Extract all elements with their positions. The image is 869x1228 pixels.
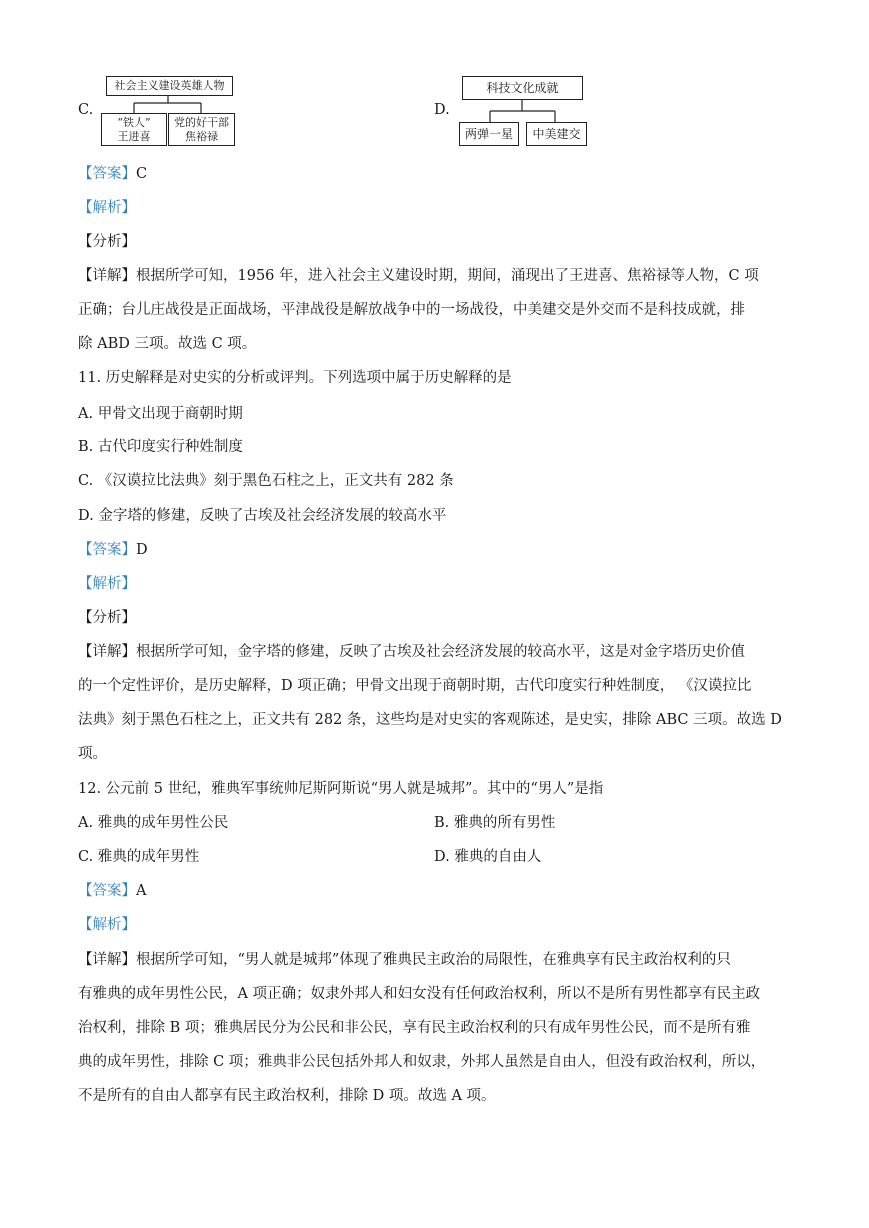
diagram-d-right-box: 中美建交 bbox=[526, 122, 587, 146]
q12-detail-line-1 bbox=[78, 950, 731, 970]
q10-detail-tag: 【详解】 bbox=[78, 268, 136, 284]
q12-jiexi-tag: 【解析】 bbox=[78, 917, 136, 933]
q10-answer-tag: 【答案】 bbox=[78, 166, 136, 182]
q10-answer bbox=[78, 164, 147, 184]
diagram-d-top-box: 科技文化成就 bbox=[462, 76, 583, 100]
q11-option-c: C. 《汉谟拉比法典》刻于黑色石柱之上，正文共有 282 条 bbox=[78, 473, 454, 489]
diagram-c-left-line2: 王进喜 bbox=[117, 129, 151, 143]
q12-option-d: D. 雅典的自由人 bbox=[434, 849, 542, 865]
q11-detail-tag: 【详解】 bbox=[78, 644, 136, 660]
q12-answer-tag: 【答案】 bbox=[78, 883, 136, 899]
q11-answer-tag: 【答案】 bbox=[78, 542, 136, 558]
q12-detail-tag: 【详解】 bbox=[78, 952, 136, 968]
q11-detail-line-2: 的一个定性评价，是历史解释，D 项正确；甲骨文出现于商朝时期，古代印度实行种姓制度， 《汉谟拉比 bbox=[78, 678, 752, 694]
q10-jiexi-tag: 【解析】 bbox=[78, 200, 136, 216]
q11-fenxi-tag: 【分析】 bbox=[78, 610, 136, 626]
option-d-label: D. bbox=[434, 102, 450, 118]
diagram-c-left-line1: “铁人” bbox=[117, 115, 151, 129]
q10-fenxi-tag: 【分析】 bbox=[78, 234, 136, 250]
q12-stem: 12. 公元前 5 世纪，雅典军事统帅尼斯阿斯说“男人就是城邦”。其中的“男人”是指 bbox=[78, 781, 604, 797]
q11-detail-line-3: 法典》刻于黑色石柱之上，正文共有 282 条，这些均是对史实的客观陈述，是史实，排除 ABC 三项。故选 D bbox=[78, 712, 782, 728]
q12-answer bbox=[78, 881, 146, 901]
diagram-c-right-line2: 焦裕禄 bbox=[185, 129, 218, 143]
q10-detail-line-1 bbox=[78, 266, 759, 286]
q11-answer-value: D bbox=[136, 542, 148, 558]
q12-option-b: B. 雅典的所有男性 bbox=[434, 815, 556, 831]
q12-option-a: A. 雅典的成年男性公民 bbox=[78, 815, 229, 831]
q10-detail-text-1: 根据所学可知，1956 年，进入社会主义建设时期，期间，涌现出了王进喜、焦裕禄等人物，C 项 bbox=[136, 268, 759, 284]
q11-option-d: D. 金字塔的修建，反映了古埃及社会经济发展的较高水平 bbox=[78, 508, 447, 524]
diagram-c-right-line1: 党的好干部 bbox=[174, 115, 229, 129]
q12-detail-line-5: 不是所有的自由人都享有民主政治权利，排除 D 项。故选 A 项。 bbox=[78, 1088, 496, 1104]
diagram-c-left-box bbox=[101, 113, 167, 146]
diagram-c-top-box: 社会主义建设英雄人物 bbox=[106, 76, 233, 96]
q11-stem: 11. 历史解释是对史实的分析或评判。下列选项中属于历史解释的是 bbox=[78, 370, 512, 386]
q12-detail-line-4: 典的成年男性，排除 C 项；雅典非公民包括外邦人和奴隶，外邦人虽然是自由人，但没有政治权利，所以， bbox=[78, 1054, 766, 1070]
diagram-c-right-box bbox=[168, 113, 235, 146]
option-c-label: C. bbox=[78, 102, 94, 118]
q10-detail-line-3: 除 ABD 三项。故选 C 项。 bbox=[78, 336, 257, 352]
q11-detail-text-1: 根据所学可知，金字塔的修建，反映了古埃及社会经济发展的较高水平，这是对金字塔历史价值 bbox=[136, 644, 745, 660]
q11-answer bbox=[78, 540, 148, 560]
q12-answer-value: A bbox=[136, 883, 147, 899]
q12-detail-line-2: 有雅典的成年男性公民，A 项正确；奴隶外邦人和妇女没有任何政治权利，所以不是所有男性都享有民主政 bbox=[78, 986, 761, 1002]
q11-detail-line-4: 项。 bbox=[78, 746, 107, 762]
q11-jiexi-tag: 【解析】 bbox=[78, 576, 136, 592]
q11-option-b: B. 古代印度实行种姓制度 bbox=[78, 439, 243, 455]
q12-option-c: C. 雅典的成年男性 bbox=[78, 849, 200, 865]
q10-answer-value: C bbox=[136, 166, 148, 182]
q12-detail-text-1: 根据所学可知，“男人就是城邦”体现了雅典民主政治的局限性，在雅典享有民主政治权利的只 bbox=[136, 952, 731, 968]
q10-detail-line-2: 正确；台儿庄战役是正面战场，平津战役是解放战争中的一场战役，中美建交是外交而不是科技成就，排 bbox=[78, 302, 745, 318]
q12-detail-line-3: 治权利，排除 B 项；雅典居民分为公民和非公民，享有民主政治权利的只有成年男性公民，而不是所有雅 bbox=[78, 1020, 751, 1036]
q11-option-a: A. 甲骨文出现于商朝时期 bbox=[78, 406, 243, 422]
diagram-d-left-box: 两弹一星 bbox=[459, 122, 519, 146]
q11-detail-line-1 bbox=[78, 642, 745, 662]
